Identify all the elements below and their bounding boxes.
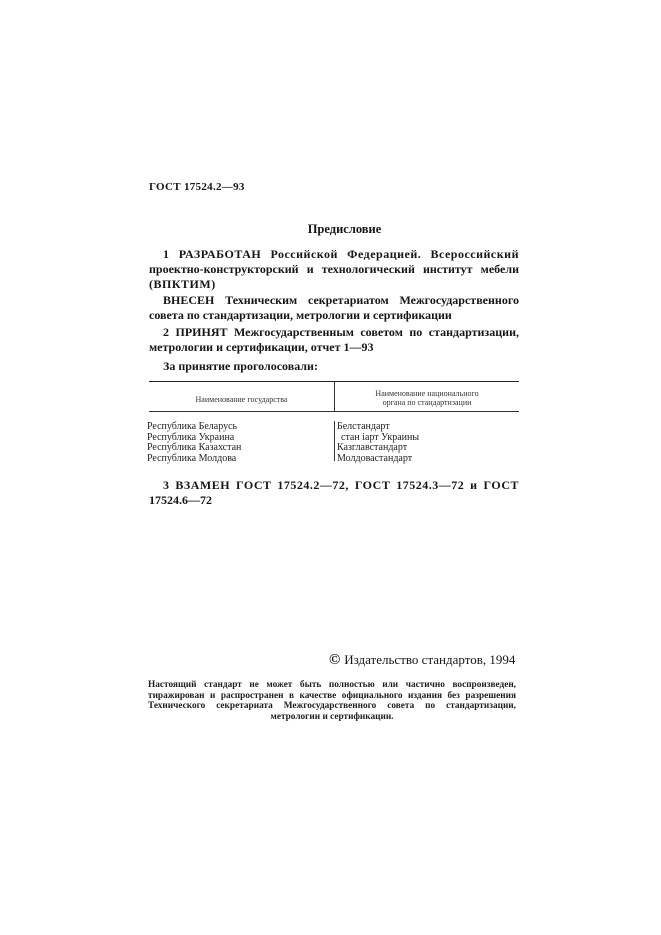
voting-table [149,381,519,467]
column-header-body [335,389,519,407]
column-header-body-line: органа по стандартизации [382,398,472,407]
notice-line: тиражирован и распространен в качестве официального издания без разрешения [148,690,516,701]
paragraph-line: совета по стандартизации, метрологии и сертификации [149,308,452,322]
copyright-icon: © [329,652,341,668]
table-cell-body: Белстандарт [337,421,390,432]
table-cell-state: Республика Беларусь [147,421,238,432]
replaces-paragraph [149,478,519,508]
table-cell-state: Республика Казахстан [147,442,242,453]
reproduction-notice [148,680,516,722]
notice-line: метрологии и сертификации. [270,711,394,722]
column-header-body-line: Наименование национального [375,389,479,398]
table-cell-body: Казглавстандарт [337,442,408,453]
adopted-paragraph [149,325,519,355]
table-header-rule [149,411,519,412]
document-code: ГОСТ 17524.2—93 [149,181,245,193]
voting-caption-text: За принятие проголосовали: [163,359,318,373]
paragraph-line: метрологии и сертификации, отчет 1—93 [149,340,374,354]
copyright-text: Издательство стандартов, 1994 [344,652,516,667]
notice-line: Технического секретариата Межгосударственного совета по стандартизации, [148,701,516,712]
preface-title: Предисловие [307,222,382,236]
voting-caption [149,359,519,374]
table-cell-state: Республика Молдова [147,452,237,464]
paragraph-line: 1 РАЗРАБОТАН Российской Федерацией. Всероссийский [163,247,519,261]
table-body-divider [334,421,335,461]
copyright-line [329,652,515,669]
paragraph-line: 17524.6—72 [149,493,212,507]
developer-paragraph [149,247,519,292]
table-cell-state: Республика Украина [147,431,235,443]
paragraph-line: проектно-конструкторский и технологический институт мебели [149,262,519,276]
introduced-paragraph [149,293,519,323]
body-column [337,422,419,464]
table-cell-body: стан іарт Украины [341,431,420,443]
paragraph-line: (ВПКТИМ) [149,277,216,291]
table-cell-body: Молдовастандарт [337,452,413,464]
paragraph-line: 3 ВЗАМЕН ГОСТ 17524.2—72, ГОСТ 17524.3—72 и ГОСТ [163,478,519,492]
paragraph-line: 2 ПРИНЯТ Межгосударственным советом по стандартизации, [163,325,519,339]
state-column [147,422,241,464]
notice-line: Настоящий стандарт не может быть полностью или частично воспроизведен, [148,680,516,690]
column-header-state: Наименование государства [195,395,288,404]
paragraph-line: ВНЕСЕН Техническим секретариатом Межгосударственного [163,293,519,307]
